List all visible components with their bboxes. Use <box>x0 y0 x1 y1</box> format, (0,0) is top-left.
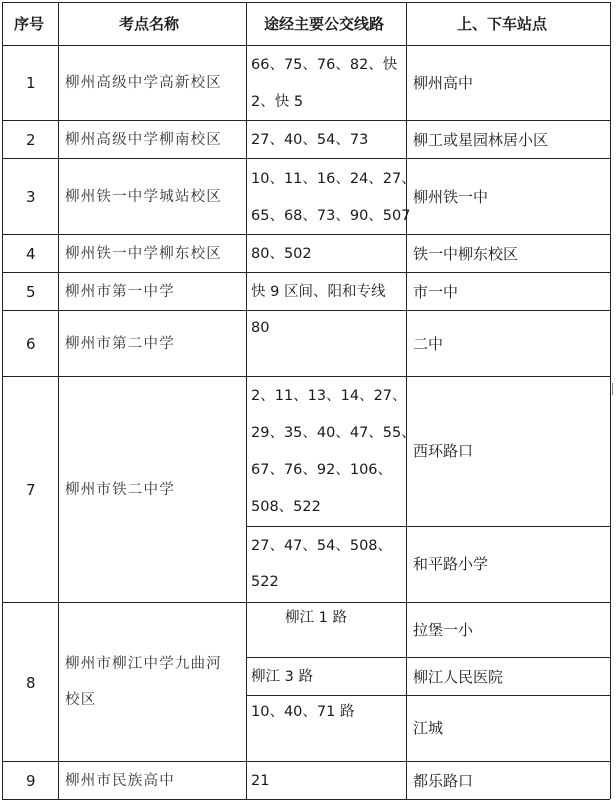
school-name: 柳州铁一中学柳东校区 <box>65 246 222 262</box>
row-index: 6 <box>26 335 36 353</box>
school-name: 柳州高级中学柳南校区 <box>65 132 222 148</box>
school-name: 柳州市铁二中学 <box>65 482 175 498</box>
route-line: 10、11、16、24、27、 <box>251 171 416 187</box>
table-rule <box>58 2 59 799</box>
route-line: 80、502 <box>251 246 312 262</box>
table-rule <box>2 234 610 235</box>
header-stops: 上、下车站点 <box>457 15 548 33</box>
stop-name: 柳工或星园林居小区 <box>413 131 549 149</box>
table-rule <box>246 657 610 658</box>
row-index: 8 <box>26 674 36 692</box>
table-rule <box>2 45 610 46</box>
table-rule <box>2 120 610 121</box>
table-rule <box>610 2 611 799</box>
header-routes: 途经主要公交线路 <box>264 15 385 33</box>
route-line: 67、76、92、106、 <box>251 462 393 478</box>
stop-name: 柳州铁一中 <box>413 188 489 206</box>
row-index: 2 <box>26 131 36 149</box>
row-index: 7 <box>26 481 36 499</box>
route-line: 27、47、54、508、 <box>251 538 393 554</box>
stop-name: 江城 <box>413 719 444 737</box>
school-name: 校区 <box>65 692 97 708</box>
table-rule <box>2 761 610 762</box>
stop-name: 柳江人民医院 <box>413 668 504 686</box>
stop-name: 铁一中柳东校区 <box>413 245 519 263</box>
table-rule <box>2 602 610 603</box>
stop-name: 和平路小学 <box>413 555 489 573</box>
stop-name: 二中 <box>413 335 444 353</box>
header-school: 考点名称 <box>119 15 180 33</box>
row-index: 9 <box>26 772 36 790</box>
route-line: 21 <box>251 773 270 789</box>
table-rule <box>2 2 610 3</box>
table-rule <box>2 310 610 311</box>
row-index: 3 <box>26 188 36 206</box>
route-line: 柳江 1 路 <box>285 610 347 626</box>
route-line: 522 <box>251 574 279 590</box>
row-index: 4 <box>26 245 36 263</box>
route-line: 10、40、71 路 <box>251 704 355 720</box>
route-line: 2、11、13、14、27、 <box>251 388 407 404</box>
page-edge-mark <box>612 383 616 395</box>
stop-name: 西环路口 <box>413 442 474 460</box>
table-rule <box>246 2 247 799</box>
route-line: 508、522 <box>251 499 321 515</box>
row-index: 1 <box>26 74 36 92</box>
school-name: 柳州市第一中学 <box>65 284 175 300</box>
route-line: 柳江 3 路 <box>251 669 313 685</box>
school-name: 柳州市柳江中学九曲河 <box>65 656 222 672</box>
route-line: 快 9 区间、阳和专线 <box>251 284 386 300</box>
route-line: 2、快 5 <box>251 94 304 110</box>
school-name: 柳州市第二中学 <box>65 336 175 352</box>
table-rule <box>246 526 610 527</box>
route-line: 66、75、76、82、快 <box>251 57 398 73</box>
route-line: 27、40、54、73 <box>251 132 369 148</box>
table-rule <box>2 158 610 159</box>
school-name: 柳州市民族高中 <box>65 773 175 789</box>
table-rule <box>2 799 610 800</box>
school-name: 柳州高级中学高新校区 <box>65 75 222 91</box>
stop-name: 市一中 <box>413 283 459 301</box>
row-index: 5 <box>26 283 36 301</box>
table-rule <box>2 272 610 273</box>
table-rule <box>2 2 3 799</box>
stop-name: 都乐路口 <box>413 772 474 790</box>
table-rule <box>246 695 610 696</box>
table-rule <box>2 376 610 377</box>
stop-name: 柳州高中 <box>413 74 474 92</box>
route-line: 65、68、73、90、507 <box>251 208 411 224</box>
route-line: 80 <box>251 320 270 336</box>
header-index: 序号 <box>14 15 45 33</box>
route-line: 29、35、40、47、55、 <box>251 425 416 441</box>
stop-name: 拉堡一小 <box>413 621 474 639</box>
school-name: 柳州铁一中学城站校区 <box>65 189 222 205</box>
